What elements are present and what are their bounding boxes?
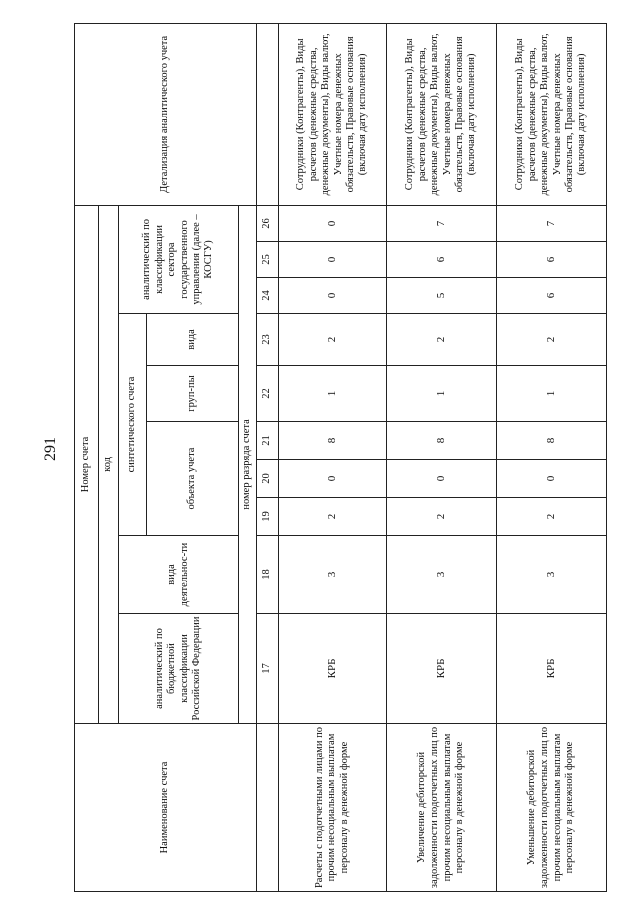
code-24: 0 — [279, 278, 387, 314]
code-18: 3 — [387, 536, 497, 614]
table-row — [387, 23, 497, 891]
code-17: КРБ — [387, 614, 497, 724]
code-21: 8 — [279, 422, 387, 460]
column-number: 24 — [257, 278, 279, 314]
code-19: 2 — [387, 498, 497, 536]
column-number-blank — [257, 23, 279, 205]
column-number: 18 — [257, 536, 279, 614]
column-number: 20 — [257, 460, 279, 498]
column-number: 23 — [257, 314, 279, 366]
chart-of-accounts-table — [74, 23, 607, 892]
code-23: 2 — [497, 314, 607, 366]
column-number: 17 — [257, 614, 279, 724]
code-26: 7 — [497, 205, 607, 241]
code-20: 0 — [497, 460, 607, 498]
column-number: 25 — [257, 242, 279, 278]
header-group: груп-пы — [147, 366, 239, 422]
column-number: 19 — [257, 498, 279, 536]
header-type: вида — [147, 314, 239, 366]
table-row — [279, 23, 387, 891]
code-22: 1 — [279, 366, 387, 422]
account-table-container — [74, 24, 588, 892]
code-19: 2 — [279, 498, 387, 536]
header-digit-number: номер разряда счета — [239, 205, 257, 723]
header-code: код — [99, 205, 119, 723]
header-analytics-detail: Детализация аналитического учета — [75, 23, 257, 205]
code-26: 0 — [279, 205, 387, 241]
account-name: Увеличение дебиторской задолженности подотчетных лиц по прочим несоциальным выплатам персоналу в денежной форме — [387, 724, 497, 892]
header-account-object: объекта учета — [147, 422, 239, 536]
code-18: 3 — [497, 536, 607, 614]
code-26: 7 — [387, 205, 497, 241]
column-number: 26 — [257, 205, 279, 241]
code-25: 6 — [387, 242, 497, 278]
column-number: 21 — [257, 422, 279, 460]
column-number: 22 — [257, 366, 279, 422]
code-23: 2 — [279, 314, 387, 366]
analytics-detail: Сотрудники (Контрагенты), Виды расчетов (денежные средства, денежные документы), Виды валют, Учетные номера денежных обязательств, Правовые основания (включая дату исполнения) — [497, 23, 607, 205]
code-21: 8 — [497, 422, 607, 460]
code-17: КРБ — [279, 614, 387, 724]
page-number: 291 — [42, 437, 59, 461]
code-24: 6 — [497, 278, 607, 314]
code-21: 8 — [387, 422, 497, 460]
header-kosgu: аналитический по классификации сектора государственного управления (далее – КОСГУ) — [119, 205, 239, 313]
header-account-number: Номер счета — [75, 205, 99, 723]
header-account-name: Наименование счета — [75, 724, 257, 892]
code-22: 1 — [387, 366, 497, 422]
code-25: 6 — [497, 242, 607, 278]
account-name: Уменьшение дебиторской задолженности подотчетных лиц по прочим несоциальным выплатам персоналу в денежной форме — [497, 724, 607, 892]
analytics-detail: Сотрудники (Контрагенты), Виды расчетов (денежные средства, денежные документы), Виды валют, Учетные номера денежных обязательств, Правовые основания (включая дату исполнения) — [279, 23, 387, 205]
code-22: 1 — [497, 366, 607, 422]
account-name: Расчеты с подотчетными лицами по прочим несоциальным выплатам персоналу в денежной форме — [279, 724, 387, 892]
code-19: 2 — [497, 498, 607, 536]
column-number-blank — [257, 724, 279, 892]
code-23: 2 — [387, 314, 497, 366]
header-synthetic-account: синтетического счета — [119, 314, 147, 536]
table-row — [497, 23, 607, 891]
rotated-table-frame — [74, 24, 588, 892]
code-20: 0 — [279, 460, 387, 498]
header-activity-type: вида деятельнос-ти — [119, 536, 239, 614]
code-20: 0 — [387, 460, 497, 498]
header-budget-classification: аналитический по бюджетной классификации Российской Федерации — [119, 614, 239, 724]
code-25: 0 — [279, 242, 387, 278]
code-18: 3 — [279, 536, 387, 614]
analytics-detail: Сотрудники (Контрагенты), Виды расчетов (денежные средства, денежные документы), Виды валют, Учетные номера денежных обязательств, Правовые основания (включая дату исполнения) — [387, 23, 497, 205]
code-24: 5 — [387, 278, 497, 314]
code-17: КРБ — [497, 614, 607, 724]
